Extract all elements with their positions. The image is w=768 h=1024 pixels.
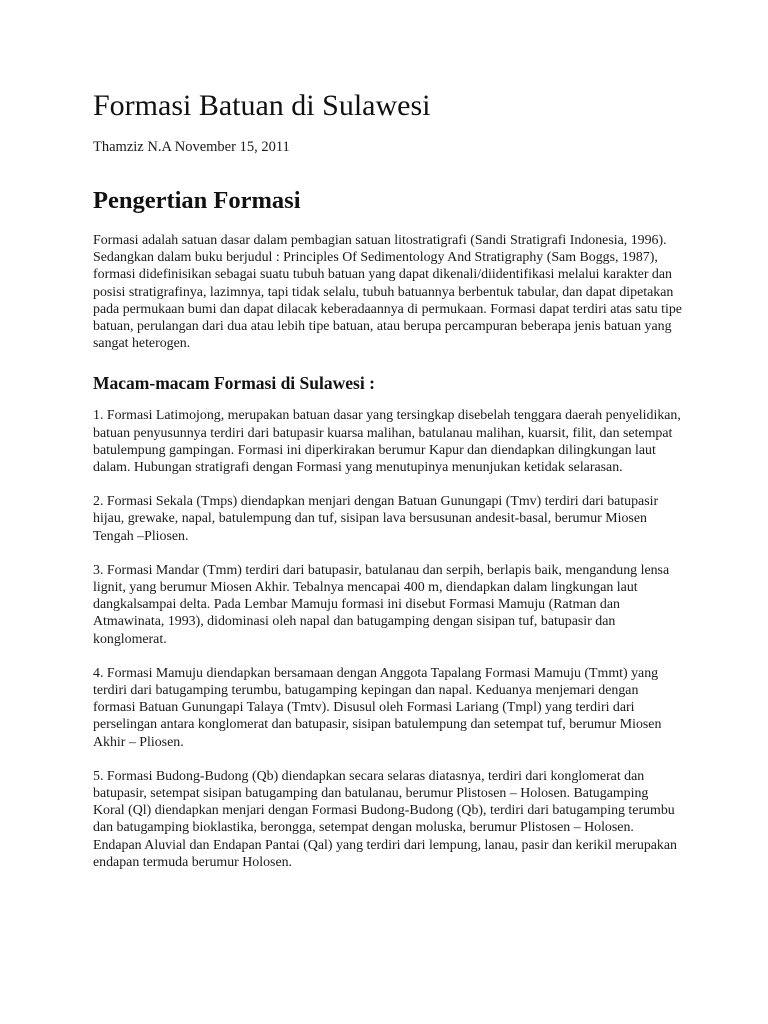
list-item: 4. Formasi Mamuju diendapkan bersamaan dengan Anggota Tapalang Formasi Mamuju (Tmmt) yang terdiri dari batugamping terumbu, batugamping kepingan dan napal. Keduanya menjemari dengan formasi Batuan Gunungapi Talaya (Tmtv). Disusul oleh Formasi Lariang (Tmpl) yang terdiri dari perselingan antara konglomerat dan batupasir, sisipan batulempung dan setempat tuf, berumur Miosen Akhir – Pliosen. [93,665,662,750]
document-page [93,88,683,871]
list-item: 1. Formasi Latimojong, merupakan batuan dasar yang tersingkap disebelah tenggara daerah penyelidikan, batuan penyusunnya terdiri dari batupasir kuarsa malihan, batulanau malihan, kuarsit, filit, dan setempat batulempung gampingan. Formasi ini diperkirakan berumur Kapur dan diendapkan dilingkungan laut dalam. Hubungan stratigrafi dengan Formasi yang menutupinya menunjukan ketidak selarasan. [93,408,681,476]
list-item: 5. Formasi Budong-Budong (Qb) diendapkan secara selaras diatasnya, terdiri dari konglomerat dan batupasir, setempat sisipan batugamping dan batulanau, berumur Plistosen – Holosen. Batugamping Koral (Ql) diendapkan menjari dengan Formasi Budong-Budong (Qb), terdiri dari batugamping terumbu dan batugamping bioklastika, berongga, setempat dengan moluska, berumur Plistosen – Holosen. Endapan Aluvial dan Endapan Pantai (Qal) yang terdiri dari lempung, lanau, pasir dan kerikil merupakan endapan termuda berumur Holosen. [93,768,677,870]
formation-list [93,407,683,871]
intro-paragraph: Formasi adalah satuan dasar dalam pembagian satuan litostratigrafi (Sandi Stratigrafi Indonesia, 1996). Sedangkan dalam buku berjudul : Principles Of Sedimentology And Stratigraphy (Sam Boggs, 1987), formasi didefinisikan sebagai suatu tubuh batuan yang dapat dikenali/diidentifikasi melalui karakter dan posisi stratigrafinya, lazimnya, tapi tidak selalu, tubuh batuannya berbentuk tabular, dan dapat dipetakan pada permukaan bumi dan dapat dilacak keberadaannya di permukaan. Formasi dapat terdiri atas satu tipe batuan, perulangan dari dua atau lebih tipe batuan, atau berupa percampuran beberapa jenis batuan yang sangat heterogen. [93,233,682,352]
author-date: Thamziz N.A November 15, 2011 [93,139,290,155]
subsection-heading: Macam-macam Formasi di Sulawesi : [93,373,375,394]
document-title: Formasi Batuan di Sulawesi [93,89,431,122]
list-item: 3. Formasi Mandar (Tmm) terdiri dari batupasir, batulanau dan serpih, berlapis baik, mengandung lensa lignit, yang berumur Miosen Akhir. Tebalnya mencapai 400 m, diendapkan dalam lingkungan laut dangkalsampai delta. Pada Lembar Mamuju formasi ini disebut Formasi Mamuju (Ratman dan Atmawinata, 1993), didominasi oleh napal dan batugamping dengan sisipan tuf, batupasir dan konglomerat. [93,562,670,647]
section-heading: Pengertian Formasi [93,187,301,214]
list-item: 2. Formasi Sekala (Tmps) diendapkan menjari dengan Batuan Gunungapi (Tmv) terdiri dari batupasir hijau, grewake, napal, batulempung dan tuf, sisipan lava bersusunan andesit-basal, berumur Miosen Tengah –Pliosen. [93,494,659,544]
